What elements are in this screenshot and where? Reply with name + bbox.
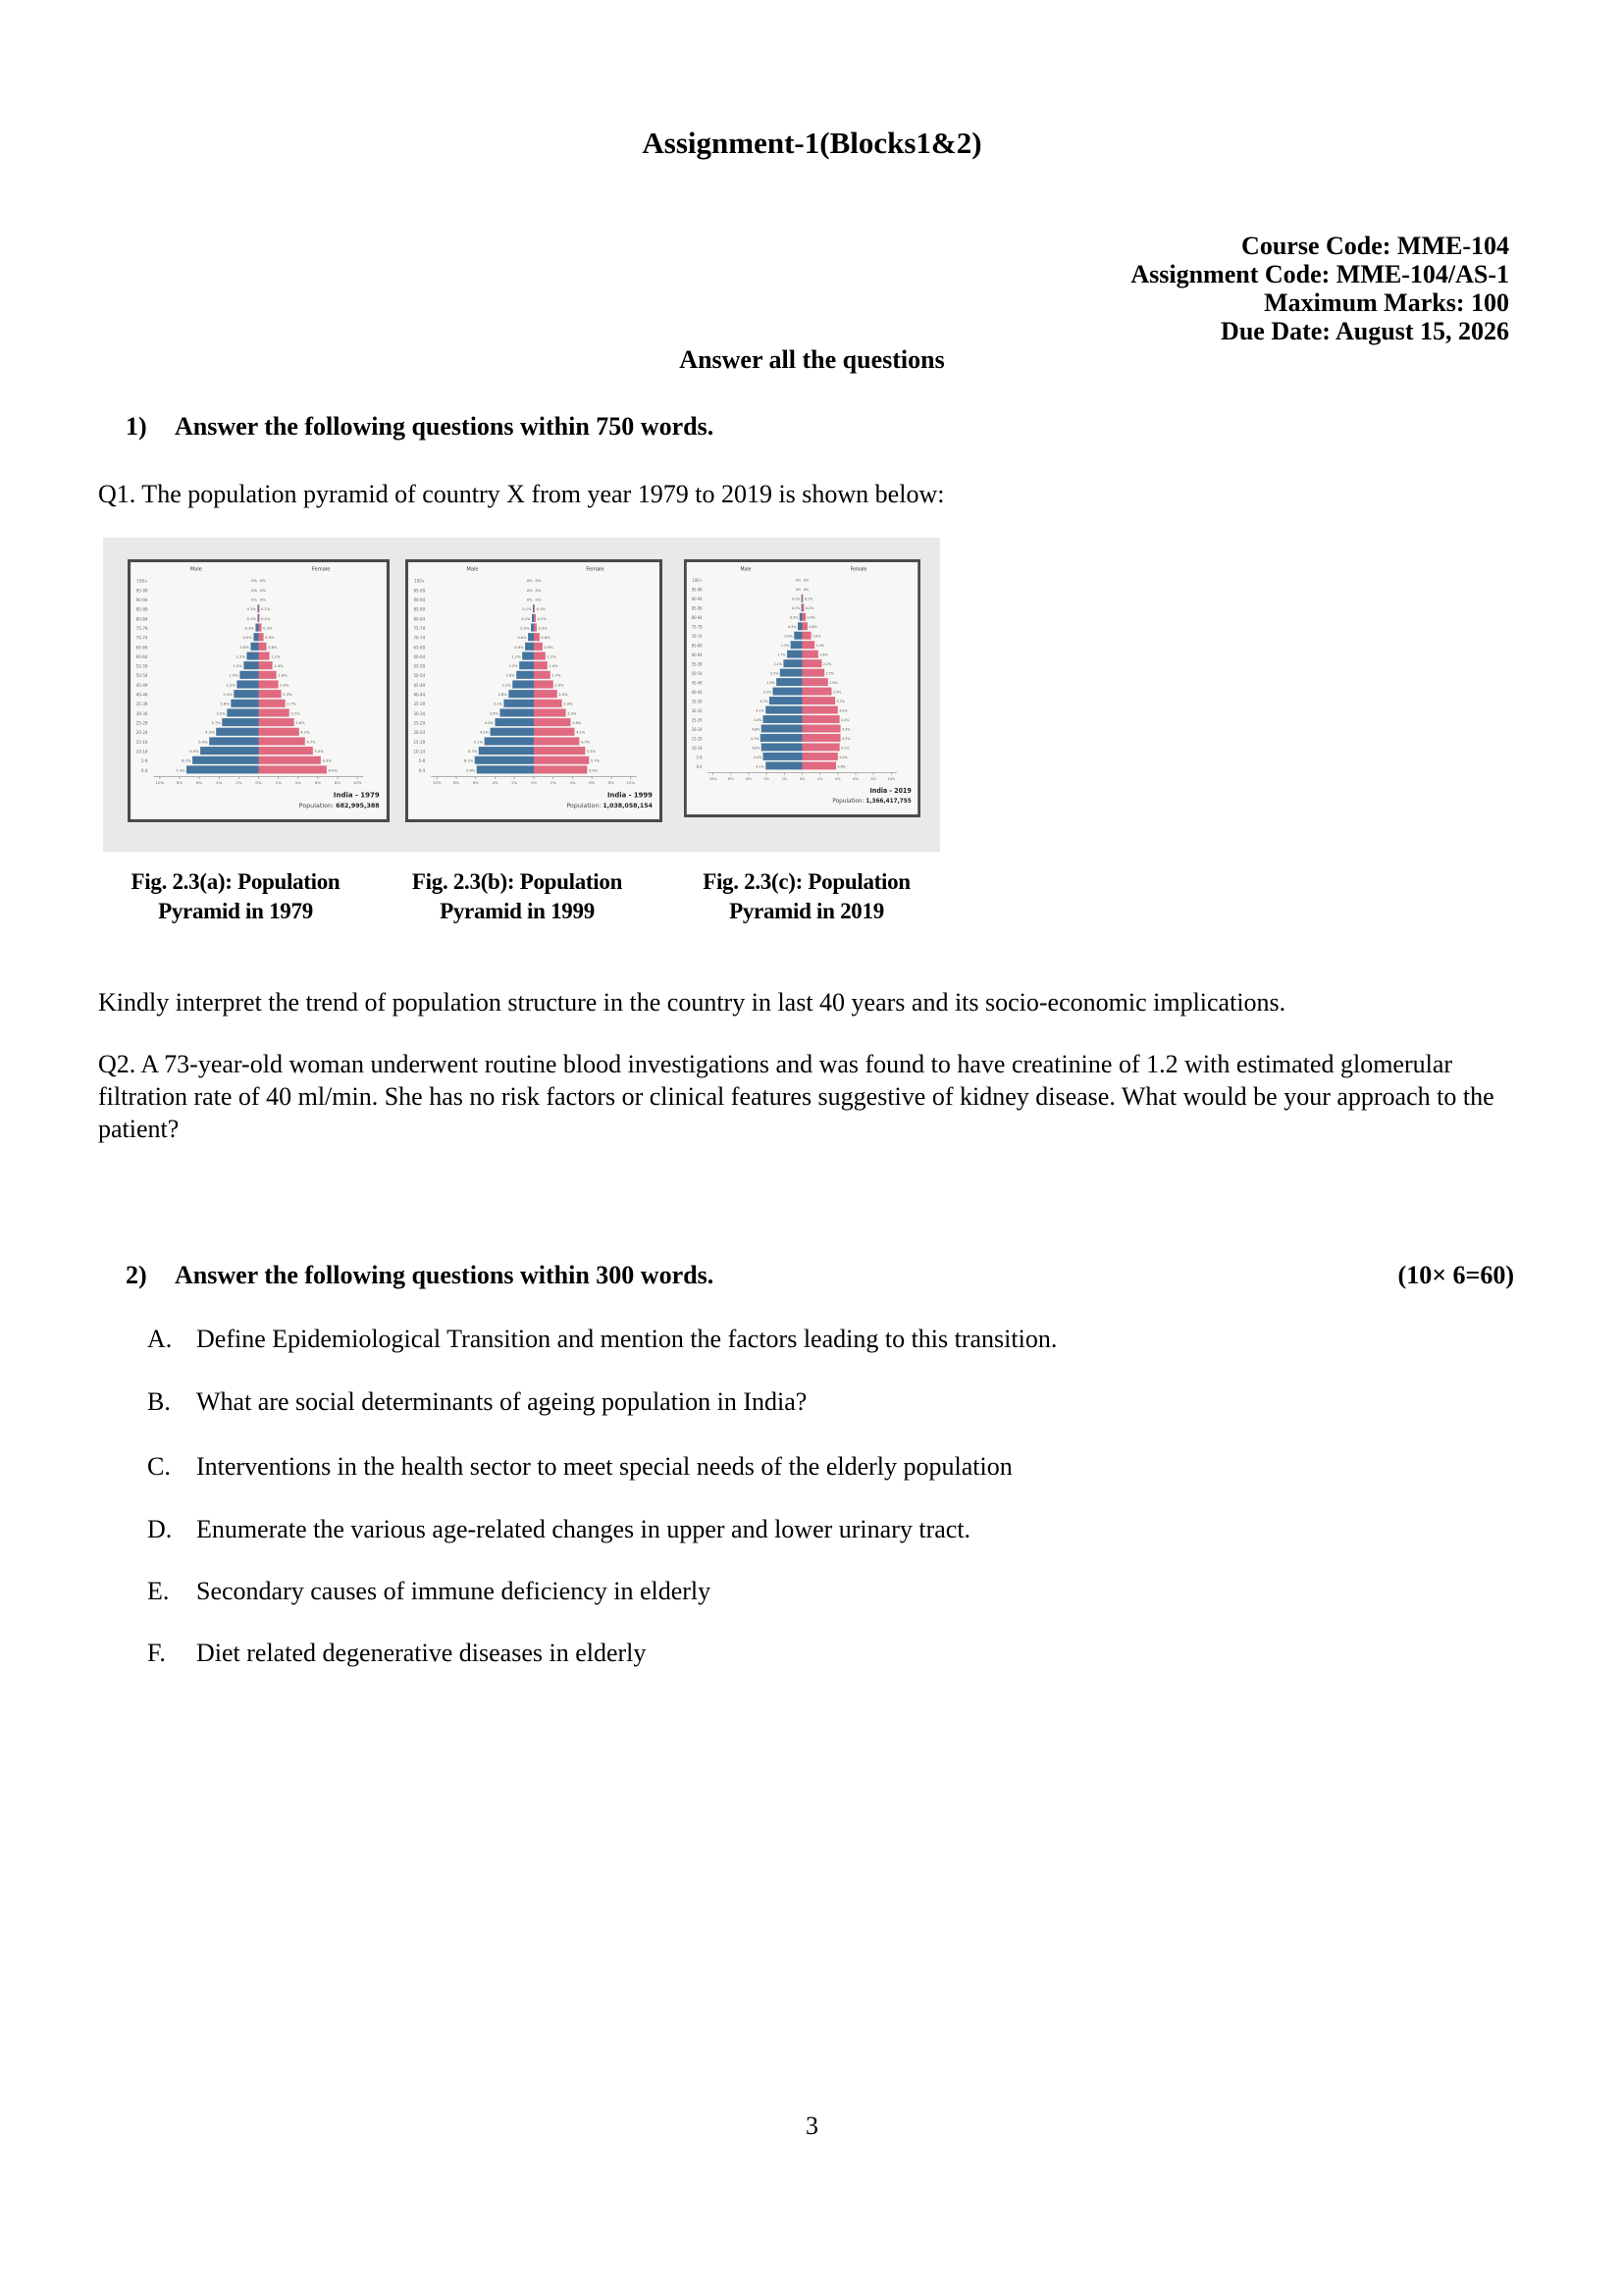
svg-text:0.2%: 0.2% [521, 616, 531, 621]
svg-text:55-59: 55-59 [691, 661, 703, 667]
list-item-f-label: F. [147, 1639, 166, 1667]
svg-text:10-14: 10-14 [691, 745, 703, 751]
svg-text:0.5%: 0.5% [265, 636, 275, 641]
svg-text:70-74: 70-74 [413, 635, 426, 641]
svg-text:2.2%: 2.2% [226, 683, 236, 688]
svg-text:6.9%: 6.9% [328, 768, 338, 773]
svg-text:0%: 0% [799, 776, 806, 781]
due-date: Due Date: August 15, 2026 [1221, 317, 1509, 345]
svg-text:4.6%: 4.6% [751, 746, 760, 751]
svg-text:100+: 100+ [136, 578, 148, 584]
section1-number: 1) [126, 412, 147, 441]
svg-text:2.0%: 2.0% [554, 683, 564, 688]
svg-text:0%: 0% [795, 588, 802, 593]
svg-text:1.5%: 1.5% [233, 664, 242, 669]
svg-text:4.0%: 4.0% [484, 721, 494, 726]
svg-text:8%: 8% [452, 780, 460, 786]
question-q1-followup: Kindly interpret the trend of population structure in the country in last 40 years and its socio-economic implications. [98, 988, 1286, 1017]
svg-text:0.1%: 0.1% [804, 597, 813, 601]
svg-text:35-39: 35-39 [135, 702, 148, 707]
svg-text:0.3%: 0.3% [244, 626, 254, 631]
svg-text:4%: 4% [216, 780, 223, 786]
svg-text:0%: 0% [535, 598, 542, 602]
figure-caption-c-line1: Fig. 2.3(c): Population [703, 869, 911, 894]
svg-text:85-89: 85-89 [413, 606, 426, 612]
figure-caption-b [370, 867, 664, 926]
svg-text:60-64: 60-64 [413, 653, 426, 659]
svg-text:4.7%: 4.7% [306, 740, 316, 745]
svg-text:6.1%: 6.1% [464, 758, 474, 763]
svg-text:1.5%: 1.5% [508, 664, 518, 669]
svg-text:75-79: 75-79 [413, 625, 426, 631]
svg-text:0.3%: 0.3% [263, 626, 273, 631]
svg-text:4%: 4% [835, 776, 841, 781]
svg-text:2.6%: 2.6% [498, 693, 507, 698]
svg-text:75-79: 75-79 [135, 625, 148, 631]
svg-text:India - 2019: India - 2019 [869, 786, 912, 796]
question-q1: Q1. The population pyramid of country X from year 1979 to 2019 is shown below: [98, 480, 945, 508]
svg-text:3.3%: 3.3% [762, 690, 772, 695]
list-item-e [147, 1575, 1501, 1607]
list-item-e-text: Secondary causes of immune deficiency in elderly [196, 1577, 711, 1605]
list-item-b-text: What are social determinants of ageing population in India? [196, 1387, 808, 1416]
svg-text:45-49: 45-49 [691, 680, 703, 686]
svg-text:3.7%: 3.7% [211, 721, 221, 726]
svg-text:35-39: 35-39 [413, 702, 426, 707]
svg-text:8%: 8% [728, 776, 734, 781]
svg-text:55-59: 55-59 [135, 663, 148, 669]
svg-text:65-69: 65-69 [691, 643, 703, 649]
svg-text:0.5%: 0.5% [788, 625, 797, 630]
svg-text:0.9%: 0.9% [544, 645, 553, 650]
svg-text:45-49: 45-49 [135, 682, 148, 688]
svg-text:0%: 0% [255, 780, 262, 786]
svg-text:25-29: 25-29 [135, 720, 148, 726]
svg-text:40-44: 40-44 [135, 692, 148, 698]
svg-text:4.3%: 4.3% [205, 730, 215, 735]
section2-number: 2) [126, 1261, 147, 1289]
svg-text:4.5%: 4.5% [479, 730, 490, 735]
svg-text:4.0%: 4.0% [839, 708, 848, 713]
svg-text:2.1%: 2.1% [773, 661, 783, 667]
svg-text:75-79: 75-79 [691, 624, 703, 630]
page-title: Assignment-1(Blocks1&2) [642, 126, 982, 160]
svg-text:1.8%: 1.8% [819, 652, 828, 657]
svg-text:0.3%: 0.3% [520, 626, 530, 631]
svg-text:4.0%: 4.0% [839, 755, 848, 759]
svg-text:1.1%: 1.1% [271, 654, 281, 659]
svg-text:15-19: 15-19 [691, 736, 703, 742]
svg-text:90-94: 90-94 [691, 597, 703, 602]
svg-text:1.8%: 1.8% [505, 673, 515, 678]
svg-text:0.1%: 0.1% [261, 607, 271, 612]
svg-text:0.6%: 0.6% [517, 636, 527, 641]
svg-text:0%: 0% [526, 579, 533, 584]
svg-text:0%: 0% [260, 598, 266, 602]
svg-text:2%: 2% [275, 780, 282, 786]
pyramid-chart-1999 [405, 559, 662, 822]
svg-text:30-34: 30-34 [135, 710, 148, 716]
svg-text:0%: 0% [526, 598, 533, 602]
svg-text:0%: 0% [260, 588, 266, 593]
svg-text:4%: 4% [294, 780, 301, 786]
list-item-b-label: B. [147, 1387, 171, 1416]
svg-text:1.2%: 1.2% [511, 654, 521, 659]
svg-text:4.1%: 4.1% [756, 708, 764, 713]
svg-text:10%: 10% [626, 780, 636, 786]
svg-text:6.3%: 6.3% [322, 758, 332, 763]
svg-text:0.8%: 0.8% [268, 645, 278, 650]
section1-heading-text: Answer the following questions within 750 words. [175, 412, 714, 441]
svg-text:0.2%: 0.2% [537, 616, 547, 621]
svg-text:5.7%: 5.7% [590, 758, 601, 763]
svg-text:0%: 0% [251, 579, 257, 584]
svg-text:0%: 0% [535, 588, 542, 593]
svg-text:0.4%: 0.4% [807, 615, 815, 620]
svg-text:0.9%: 0.9% [784, 634, 793, 639]
svg-text:0.3%: 0.3% [789, 615, 799, 620]
svg-text:5-9: 5-9 [140, 758, 148, 764]
figure-caption-a [88, 867, 383, 926]
svg-text:60-64: 60-64 [691, 652, 703, 658]
svg-text:30-34: 30-34 [691, 707, 703, 713]
svg-text:4.2%: 4.2% [841, 717, 850, 722]
svg-text:4.4%: 4.4% [753, 717, 762, 722]
svg-text:1.2%: 1.2% [236, 654, 245, 659]
figure-caption-c-line2: Pyramid in 2019 [729, 899, 884, 923]
svg-text:5.7%: 5.7% [467, 749, 478, 755]
svg-text:0.5%: 0.5% [242, 636, 252, 641]
svg-text:5.0%: 5.0% [198, 740, 208, 745]
svg-text:5.9%: 5.9% [189, 750, 199, 754]
list-item-a-label: A. [147, 1325, 173, 1353]
svg-text:0-4: 0-4 [696, 763, 703, 769]
svg-text:4.3%: 4.3% [841, 727, 851, 732]
svg-text:0%: 0% [803, 578, 810, 583]
svg-text:0%: 0% [803, 588, 810, 593]
svg-text:1.3%: 1.3% [780, 643, 790, 649]
svg-text:0.1%: 0.1% [261, 616, 271, 621]
svg-text:Male: Male [466, 566, 479, 573]
list-item-a [147, 1323, 1501, 1355]
svg-text:Population: 1,366,417,755: Population: 1,366,417,755 [832, 797, 912, 806]
svg-text:1.7%: 1.7% [551, 673, 561, 678]
svg-text:45-49: 45-49 [413, 682, 426, 688]
svg-text:4.7%: 4.7% [580, 740, 591, 745]
svg-text:4.3%: 4.3% [841, 736, 851, 741]
svg-text:3.3%: 3.3% [567, 711, 577, 716]
svg-text:2.2%: 2.2% [501, 683, 511, 688]
figure-caption-b-line1: Fig. 2.3(b): Population [411, 869, 623, 894]
svg-text:20-24: 20-24 [413, 730, 426, 736]
svg-text:4.6%: 4.6% [751, 727, 760, 732]
list-item-d [147, 1513, 1501, 1545]
svg-text:4.2%: 4.2% [575, 730, 586, 735]
section1-heading [126, 412, 1514, 442]
svg-text:0%: 0% [535, 579, 542, 584]
svg-text:0%: 0% [251, 598, 257, 602]
svg-text:0%: 0% [251, 588, 257, 593]
svg-text:6%: 6% [196, 780, 203, 786]
svg-text:India - 1999: India - 1999 [606, 791, 653, 800]
svg-text:Female: Female [311, 566, 331, 573]
svg-text:70-74: 70-74 [691, 633, 703, 640]
svg-text:0.8%: 0.8% [239, 645, 249, 650]
svg-text:95-99: 95-99 [691, 587, 703, 593]
svg-text:6%: 6% [589, 780, 596, 786]
svg-text:60-64: 60-64 [135, 653, 148, 659]
svg-text:3.6%: 3.6% [295, 721, 305, 726]
population-pyramid-figure [103, 538, 940, 852]
svg-text:95-99: 95-99 [413, 588, 426, 594]
svg-text:8%: 8% [334, 780, 341, 786]
svg-text:3.7%: 3.7% [760, 699, 768, 704]
pyramid-chart-2019 [684, 559, 920, 817]
svg-text:30-34: 30-34 [413, 710, 426, 716]
svg-text:5.5%: 5.5% [588, 768, 599, 773]
svg-text:10-14: 10-14 [135, 749, 148, 755]
svg-text:80-84: 80-84 [413, 616, 426, 622]
list-item-d-label: D. [147, 1515, 173, 1543]
svg-text:6%: 6% [314, 780, 321, 786]
svg-text:2.5%: 2.5% [825, 671, 835, 676]
svg-text:8%: 8% [607, 780, 615, 786]
svg-text:4.2%: 4.2% [841, 746, 850, 751]
svg-text:3.7%: 3.7% [836, 699, 845, 704]
svg-text:1.8%: 1.8% [278, 673, 288, 678]
pyramid-chart-1979 [128, 559, 390, 822]
svg-text:1.4%: 1.4% [549, 664, 558, 669]
svg-text:4.4%: 4.4% [753, 755, 762, 759]
svg-text:2.7%: 2.7% [287, 702, 296, 706]
maximum-marks: Maximum Marks: 100 [1264, 288, 1509, 317]
svg-text:8%: 8% [870, 776, 876, 781]
svg-text:10%: 10% [887, 776, 896, 781]
svg-text:4.1%: 4.1% [756, 764, 764, 769]
svg-text:10%: 10% [432, 780, 442, 786]
svg-text:2%: 2% [550, 780, 556, 786]
svg-text:0-4: 0-4 [418, 767, 426, 773]
svg-text:0.1%: 0.1% [246, 616, 256, 621]
svg-text:2%: 2% [236, 780, 242, 786]
svg-text:Female: Female [586, 566, 604, 573]
svg-text:5.5%: 5.5% [314, 750, 324, 754]
svg-text:Male: Male [740, 567, 752, 573]
svg-text:3.1%: 3.1% [290, 711, 300, 716]
svg-text:0.1%: 0.1% [791, 597, 801, 601]
svg-text:1.2%: 1.2% [547, 654, 556, 659]
svg-text:4.1%: 4.1% [300, 730, 310, 735]
svg-text:20-24: 20-24 [691, 726, 703, 732]
svg-text:Population: 682,995,388: Population: 682,995,388 [298, 802, 380, 809]
svg-text:6%: 6% [472, 780, 479, 786]
figure-caption-c [659, 867, 954, 926]
svg-text:India - 1979: India - 1979 [333, 791, 380, 800]
svg-text:0.1%: 0.1% [791, 606, 801, 611]
list-item-c [147, 1450, 1501, 1483]
svg-text:0.9%: 0.9% [514, 645, 524, 650]
svg-text:0-4: 0-4 [140, 767, 148, 773]
svg-text:0.3%: 0.3% [538, 626, 548, 631]
svg-text:2.8%: 2.8% [220, 702, 230, 706]
svg-text:5.9%: 5.9% [466, 768, 476, 773]
assignment-code: Assignment Code: MME-104/AS-1 [1130, 260, 1509, 288]
section2-marks: (10× 6=60) [1397, 1261, 1514, 1289]
list-item-d-text: Enumerate the various age-related changes in upper and lower urinary tract. [196, 1515, 971, 1543]
svg-text:65-69: 65-69 [135, 645, 148, 651]
svg-text:0.6%: 0.6% [541, 636, 550, 641]
svg-text:8%: 8% [176, 780, 183, 786]
page-number: 3 [806, 2112, 818, 2140]
svg-text:10%: 10% [155, 780, 165, 786]
svg-text:7.3%: 7.3% [176, 768, 185, 773]
svg-text:6%: 6% [746, 776, 752, 781]
svg-text:0.1%: 0.1% [246, 607, 256, 612]
figure-caption-b-line2: Pyramid in 1999 [440, 899, 595, 923]
svg-text:50-54: 50-54 [413, 673, 426, 679]
course-code: Course Code: MME-104 [1241, 232, 1509, 260]
section2-heading-text: Answer the following questions within 300 words. [175, 1261, 714, 1289]
svg-text:10%: 10% [352, 780, 362, 786]
svg-text:10%: 10% [708, 776, 717, 781]
svg-text:20-24: 20-24 [135, 730, 148, 736]
list-item-b [147, 1385, 1501, 1418]
svg-text:85-89: 85-89 [691, 605, 703, 611]
svg-text:2%: 2% [781, 776, 788, 781]
svg-text:Male: Male [189, 566, 202, 573]
svg-text:6.7%: 6.7% [182, 758, 191, 763]
list-item-f-text: Diet related degenerative diseases in elderly [196, 1639, 647, 1667]
list-item-a-text: Define Epidemiological Transition and mention the factors leading to this transition. [196, 1325, 1058, 1353]
svg-text:2.9%: 2.9% [829, 680, 838, 686]
svg-text:6%: 6% [853, 776, 859, 781]
svg-text:25-29: 25-29 [691, 717, 703, 723]
svg-text:3.5%: 3.5% [489, 711, 498, 716]
svg-text:10-14: 10-14 [413, 749, 426, 755]
svg-text:3.1%: 3.1% [493, 702, 502, 706]
svg-text:1.4%: 1.4% [815, 643, 825, 649]
svg-text:2.2%: 2.2% [822, 661, 832, 667]
svg-text:2.9%: 2.9% [563, 702, 573, 706]
svg-text:2.9%: 2.9% [766, 680, 775, 686]
svg-text:90-94: 90-94 [413, 597, 426, 602]
figure-caption-a-line1: Fig. 2.3(a): Population [131, 869, 341, 894]
svg-text:2.4%: 2.4% [558, 693, 568, 698]
svg-text:2.0%: 2.0% [280, 683, 289, 688]
svg-text:15-19: 15-19 [135, 739, 148, 745]
list-item-c-label: C. [147, 1452, 171, 1481]
list-item-f [147, 1637, 1501, 1669]
svg-text:1.4%: 1.4% [274, 664, 284, 669]
svg-text:0.6%: 0.6% [809, 625, 817, 630]
svg-text:1.9%: 1.9% [229, 673, 238, 678]
list-item-c-text: Interventions in the health sector to meet special needs of the elderly population [196, 1452, 1013, 1481]
svg-text:15-19: 15-19 [413, 739, 426, 745]
svg-text:3.2%: 3.2% [216, 711, 226, 716]
svg-text:100+: 100+ [692, 578, 703, 584]
svg-text:2%: 2% [816, 776, 823, 781]
svg-text:2.5%: 2.5% [223, 693, 233, 698]
svg-text:Population: 1,038,058,154: Population: 1,038,058,154 [566, 802, 653, 809]
svg-text:2.5%: 2.5% [769, 671, 779, 676]
svg-text:5-9: 5-9 [696, 755, 703, 760]
figure-caption-a-line2: Pyramid in 1979 [158, 899, 313, 923]
svg-text:Female: Female [850, 567, 867, 573]
svg-text:4%: 4% [763, 776, 769, 781]
svg-text:4%: 4% [492, 780, 498, 786]
svg-text:3.8%: 3.8% [572, 721, 582, 726]
svg-text:55-59: 55-59 [413, 663, 426, 669]
answer-all-instruction: Answer all the questions [679, 345, 945, 374]
svg-text:0.1%: 0.1% [536, 607, 546, 612]
svg-text:95-99: 95-99 [135, 588, 148, 594]
svg-text:0%: 0% [526, 588, 533, 593]
question-q2: Q2. A 73-year-old woman underwent routine blood investigations and was found to have creatinine of 1.2 with estimated glomerular filtration rate of 40 ml/min. She has no risk factors or clinical features suggestive of kidney disease. What would be your approach to the patient? [98, 1050, 1494, 1143]
course-info-block [1130, 232, 1509, 345]
svg-text:80-84: 80-84 [691, 615, 703, 621]
svg-text:2%: 2% [511, 780, 518, 786]
svg-text:0%: 0% [530, 780, 538, 786]
svg-text:0.2%: 0.2% [805, 606, 814, 611]
svg-text:35-39: 35-39 [691, 699, 703, 704]
svg-text:0.1%: 0.1% [522, 607, 532, 612]
svg-text:90-94: 90-94 [135, 598, 148, 602]
svg-text:65-69: 65-69 [413, 645, 426, 651]
svg-text:4.7%: 4.7% [750, 736, 760, 741]
svg-text:40-44: 40-44 [691, 689, 703, 695]
svg-text:5.3%: 5.3% [586, 749, 597, 755]
svg-text:80-84: 80-84 [135, 616, 148, 622]
svg-text:0%: 0% [260, 579, 266, 584]
section2-heading [126, 1261, 1514, 1290]
svg-text:3.8%: 3.8% [837, 764, 846, 769]
svg-text:1.0%: 1.0% [812, 634, 821, 639]
svg-text:100+: 100+ [414, 578, 426, 584]
svg-text:4%: 4% [569, 780, 576, 786]
svg-text:2.3%: 2.3% [283, 693, 292, 698]
svg-text:50-54: 50-54 [135, 673, 148, 679]
svg-text:85-89: 85-89 [135, 606, 148, 612]
svg-text:50-54: 50-54 [691, 670, 703, 677]
svg-text:25-29: 25-29 [413, 720, 426, 726]
list-item-e-label: E. [147, 1577, 170, 1605]
svg-text:3.3%: 3.3% [832, 690, 842, 695]
svg-text:70-74: 70-74 [135, 635, 148, 641]
svg-text:0%: 0% [795, 578, 802, 583]
svg-text:5-9: 5-9 [418, 758, 426, 764]
svg-text:40-44: 40-44 [413, 692, 426, 698]
svg-text:1.7%: 1.7% [777, 652, 786, 657]
svg-text:5.1%: 5.1% [473, 740, 484, 745]
